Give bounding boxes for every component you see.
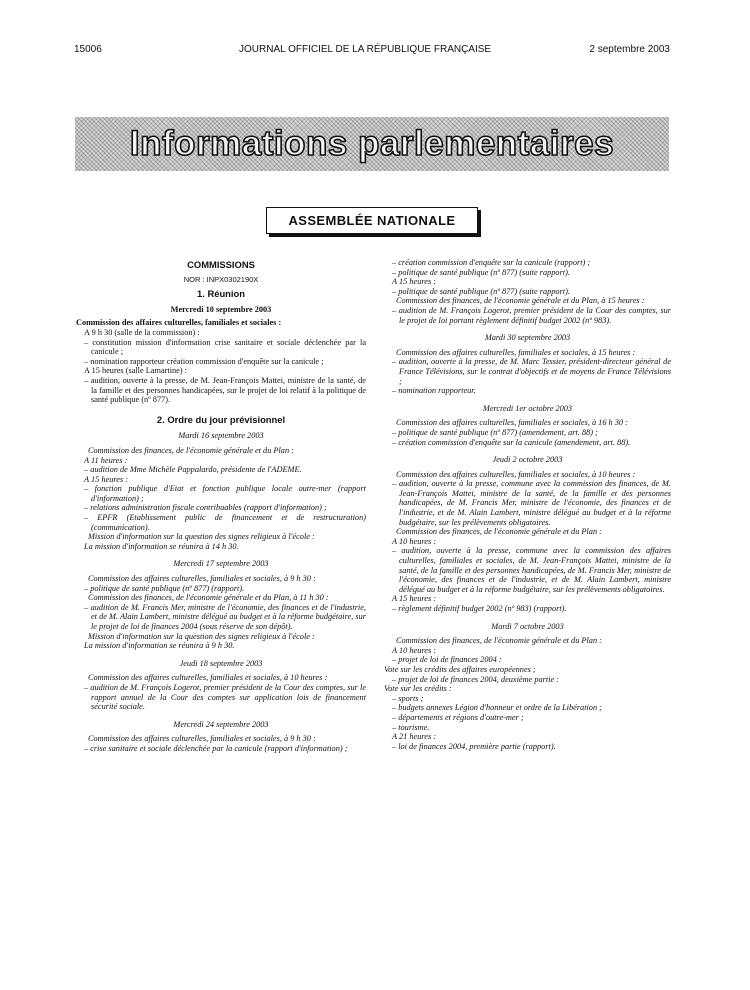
agenda-item: – loi de finances 2004, première partie (rapport). [392, 741, 556, 751]
agenda-line: A 11 heures : [84, 455, 128, 465]
committee-name: Commission des finances, de l'économie générale et du Plan : [88, 445, 294, 455]
agenda-line: Vote sur les crédits des affaires européennes ; [384, 664, 536, 674]
agenda-item: – audition, ouverte à la presse, commune avec la commission des finances, de M. Jean-François Mattei, ministre de la santé, de la famille et des personnes handicapées, de M. Francis Mer, ministre de l'économie, des finances et de l'industrie, et de M. Alain Lambert, ministre délégué au budget et à la réforme budgétaire, sur les prélèvements obligatoires. [392, 479, 671, 527]
agenda-line: A 10 heures : [392, 645, 437, 655]
agenda-line: A 15 heures (salle Lamartine) : [84, 366, 187, 376]
left-column [76, 258, 366, 754]
agenda-date: Mardi 16 septembre 2003 [178, 431, 264, 441]
heading-commissions: COMMISSIONS [187, 259, 255, 270]
chamber-title: ASSEMBLÉE NATIONALE [266, 207, 478, 234]
page-header [74, 44, 670, 58]
agenda-item: – audition, ouverte à la presse, de M. Marc Tessier, président-directeur général de France Télévisions, sur le contrat d'objectifs et de moyens de France Télévisions ; [392, 357, 671, 386]
page-number: 15006 [74, 44, 102, 55]
agenda-line: La mission d'information se réunira à 14 h 30. [84, 541, 239, 551]
agenda-line: A 9 h 30 (salle de la commission) : [84, 327, 200, 337]
agenda-item: – relations administration fiscale contribuables (rapport d'information) ; [84, 503, 327, 513]
committee-name: Commission des affaires culturelles, familiales et sociales, à 15 heures : [396, 347, 636, 357]
committee-name: Commission des affaires culturelles, familiales et sociales, à 16 h 30 : [396, 418, 628, 428]
agenda-item: – constitution mission d'information crise sanitaire et sociale déclenchée par la canicule ; [84, 337, 366, 357]
section-banner [75, 117, 669, 171]
agenda-item: – EPFR (Etablissement public de financement et de restructuration) (communication). [84, 513, 366, 532]
committee-name: Commission des finances, de l'économie générale et du Plan : [396, 527, 602, 537]
agenda-item: – nomination rapporteur. [392, 386, 476, 396]
chamber-box [266, 207, 478, 234]
committee-name: Commission des finances, de l'économie générale et du Plan, à 15 heures : [396, 296, 645, 306]
agenda-line: A 10 heures : [392, 536, 437, 546]
agenda-item: – fonction publique d'Etat et fonction publique locale outre-mer (rapport d'information) ; [84, 484, 366, 503]
agenda-line: La mission d'information se réunira à 9 h 30. [84, 641, 235, 651]
agenda-line: Vote sur les crédits : [384, 684, 452, 694]
agenda-date: Mercredi 24 septembre 2003 [173, 719, 269, 729]
heading-agenda: 2. Ordre du jour prévisionnel [156, 413, 286, 425]
agenda-item: – création commission d'enquête sur la canicule (rapport) ; [392, 258, 591, 267]
agenda-item: – projet de loi de finances 2004, deuxième partie : [392, 674, 559, 684]
committee-name: Commission des affaires culturelles, familiales et sociales, à 9 h 30 : [88, 734, 316, 744]
committee-name: Commission des finances, de l'économie générale et du Plan, à 11 h 30 : [88, 593, 329, 603]
journal-title: JOURNAL OFFICIEL DE LA RÉPUBLIQUE FRANÇAISE [239, 44, 492, 55]
committee-name: Commission des affaires culturelles, familiales et sociales, à 10 heures : [88, 673, 328, 683]
agenda-item: – audition, ouverte à la presse, de M. Jean-François Mattei, ministre de la santé, de la famille et des personnes handicapées, sur le projet de loi relatif à la politique de santé publique (nº 877). [84, 375, 366, 405]
issue-date: 2 septembre 2003 [589, 44, 670, 55]
mission-name: Mission d'information sur la question des signes religieux à l'école : [88, 532, 315, 542]
agenda-item: – sports ; [392, 693, 424, 703]
agenda-item: – audition de M. Francis Mer, ministre de l'économie, des finances et de l'industrie, et de M. Alain Lambert, ministre délégué au budget et à la réforme budgétaire, sur le projet de loi de finances 2004 (sous réserve de son dépôt). [84, 602, 366, 631]
agenda-item: – tourisme. [392, 722, 430, 732]
nor-reference: NOR : INPX0302190X [183, 274, 259, 284]
right-column [384, 258, 671, 751]
agenda-date: Jeudi 2 octobre 2003 [492, 455, 563, 465]
meeting-date: Mercredi 10 septembre 2003 [170, 304, 272, 314]
agenda-item: – audition de M. François Logerot, premier président de la Cour des comptes, sur le projet de loi portant règlement définitif budget 2002 (nº 983). [392, 305, 671, 325]
agenda-item: – audition, ouverte à la presse, commune avec la commission des affaires culturelles, familiales et sociales, de M. Jean-François Mattei, ministre de la santé, de la famille et des personnes handicapées, de M. Francis Mer, ministre de l'économie, des finances et de l'industrie, et de M. Alain Lambert, ministre délégué au budget et à la réforme budgétaire, sur les prélèvements obligatoires. [392, 546, 671, 594]
agenda-line: A 15 heures : [392, 594, 437, 604]
agenda-date: Mardi 7 octobre 2003 [491, 621, 564, 631]
agenda-item: – crise sanitaire et sociale déclenchée par la canicule (rapport d'information) ; [84, 743, 348, 753]
agenda-item: – politique de santé publique (nº 877) (suite rapport). [392, 286, 570, 296]
agenda-item: – création commission d'enquête sur la canicule (amendement, art. 88). [392, 437, 631, 447]
committee-name: Commission des affaires culturelles, familiales et sociales, à 10 heures : [396, 469, 636, 479]
agenda-item: – audition de M. François Logerot, premier président de la Cour des comptes, sur le rapport annuel de la Cour des comptes sur application lois de financement sécurité sociale. [84, 682, 366, 712]
agenda-item: – nomination rapporteur création commission d'enquête sur la canicule ; [84, 356, 324, 366]
agenda-item: – règlement définitif budget 2002 (nº 983) (rapport). [392, 604, 567, 613]
banner-title: Informations parlementaires [129, 124, 615, 163]
agenda-item: – audition de Mme Michèle Pappalardo, présidente de l'ADEME. [84, 465, 302, 475]
agenda-item: – politique de santé publique (nº 877) (amendement, art. 88) ; [392, 427, 598, 437]
committee-name: Commission des affaires culturelles, familiales et sociales, à 9 h 30 : [88, 574, 316, 584]
agenda-item: – politique de santé publique (nº 877) (suite rapport). [392, 267, 570, 277]
agenda-item: – projet de loi de finances 2004 : [392, 655, 502, 665]
heading-reunion: 1. Réunion [197, 288, 245, 300]
committee-name: Commission des affaires culturelles, familiales et sociales : [76, 318, 282, 328]
agenda-date: Mercredi 17 septembre 2003 [173, 559, 269, 569]
agenda-item: – départements et régions d'outre-mer ; [392, 712, 524, 722]
agenda-date: Mardi 30 septembre 2003 [484, 333, 571, 343]
mission-name: Mission d'information sur la question des signes religieux à l'école : [88, 631, 315, 641]
agenda-item: – politique de santé publique (nº 877) (rapport). [84, 583, 245, 593]
agenda-line: A 15 heures : [84, 474, 129, 484]
committee-name: Commission des finances, de l'économie générale et du Plan : [396, 636, 602, 646]
agenda-date: Jeudi 18 septembre 2003 [179, 658, 263, 668]
agenda-line: A 21 heures : [392, 732, 437, 742]
agenda-date: Mercredi 1er octobre 2003 [482, 403, 573, 413]
agenda-line: A 15 heures : [392, 277, 437, 287]
agenda-item: – budgets annexes Légion d'honneur et ordre de la Libération ; [392, 703, 602, 713]
